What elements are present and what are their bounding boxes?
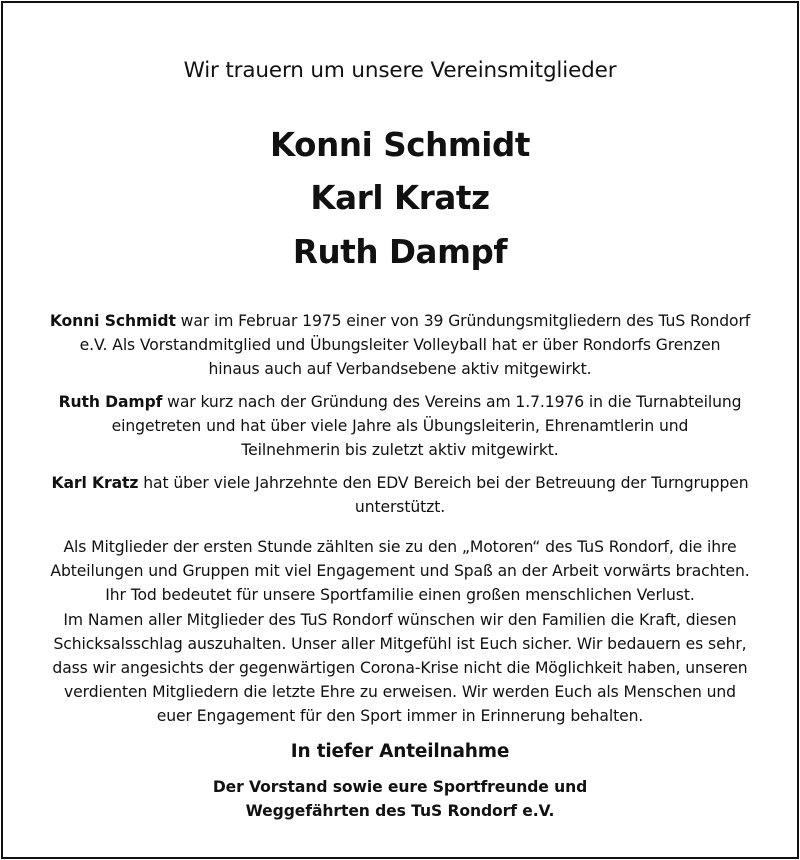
paragraph-line: hinaus auch auf Verbandsebene aktiv mitgewirkt. [208,360,592,379]
paragraph-line: Schicksalsschlag auszuhalten. Unser aller Mitgefühl ist Euch sicher. Wir bedauern es sehr, [53,634,747,653]
intro-heading: Wir trauern um unsere Vereinsmitglieder [183,58,617,83]
paragraph-name-bold: Konni Schmidt [49,312,176,330]
paragraph-line: Im Namen aller Mitglieder des TuS Rondorf wünschen wir den Familien die Kraft, diesen [63,610,737,629]
paragraph-line: unterstützt. [354,498,446,517]
signature-line: Der Vorstand sowie eure Sportfreunde und [212,778,588,796]
paragraph-line [33,471,767,495]
paragraph-name-bold: Karl Kratz [51,474,139,492]
deceased-name-konni-schmidt: Konni Schmidt [269,126,531,164]
signature-line: Weggefährten des TuS Rondorf e.V. [245,802,555,820]
obituary-notice [1,1,799,859]
paragraph-line: eingetreten und hat über viele Jahre als Übungsleiterin, Ehrenamtlerin und [111,417,689,436]
paragraph-line: Abteilungen und Gruppen mit viel Engagement und Spaß an der Arbeit vorwärts brachten. [50,562,750,581]
paragraph-line: euer Engagement für den Sport immer in Erinnerung behalten. [156,707,644,726]
paragraph-line: Als Mitglieder der ersten Stunde zählten sie zu den „Motoren“ des TuS Rondorf, die ihre [63,538,737,556]
signature-block [3,775,797,823]
paragraph-line: Ihr Tod bedeutet für unsere Sportfamilie einen großen menschlichen Verlust. [105,586,695,605]
paragraph-karl-kratz [33,471,767,519]
paragraph-ruth-dampf [33,390,767,463]
paragraph-line: dass wir angesichts der gegenwärtigen Corona-Krise nicht die Möglichkeit haben, unseren [52,659,748,678]
paragraph-tribute [33,535,767,729]
paragraph-text: hat über viele Jahrzehnte den EDV Bereich bei der Betreuung der Turngruppen [138,474,749,492]
paragraph-line: Teilnehmerin bis zuletzt aktiv mitgewirkt. [241,441,559,460]
deceased-name-karl-kratz: Karl Kratz [310,179,490,217]
paragraph-line: verdienten Mitgliedern die letzte Ehre zu erweisen. Wir werden Euch als Menschen und [64,683,736,702]
paragraph-text: war im Februar 1975 einer von 39 Gründungsmitgliedern des TuS Rondorf [175,312,751,330]
closing-phrase: In tiefer Anteilnahme [290,741,510,762]
paragraph-line [33,309,767,333]
deceased-name-ruth-dampf: Ruth Dampf [292,233,508,271]
paragraph-konni-schmidt [33,309,767,382]
paragraph-line [33,390,767,414]
paragraph-text: war kurz nach der Gründung des Vereins am 1.7.1976 in die Turnabteilung [162,393,742,411]
paragraph-line: e.V. Als Vorstandmitglied und Übungsleiter Volleyball hat er über Rondorfs Grenzen [79,336,721,355]
paragraph-name-bold: Ruth Dampf [58,393,163,411]
